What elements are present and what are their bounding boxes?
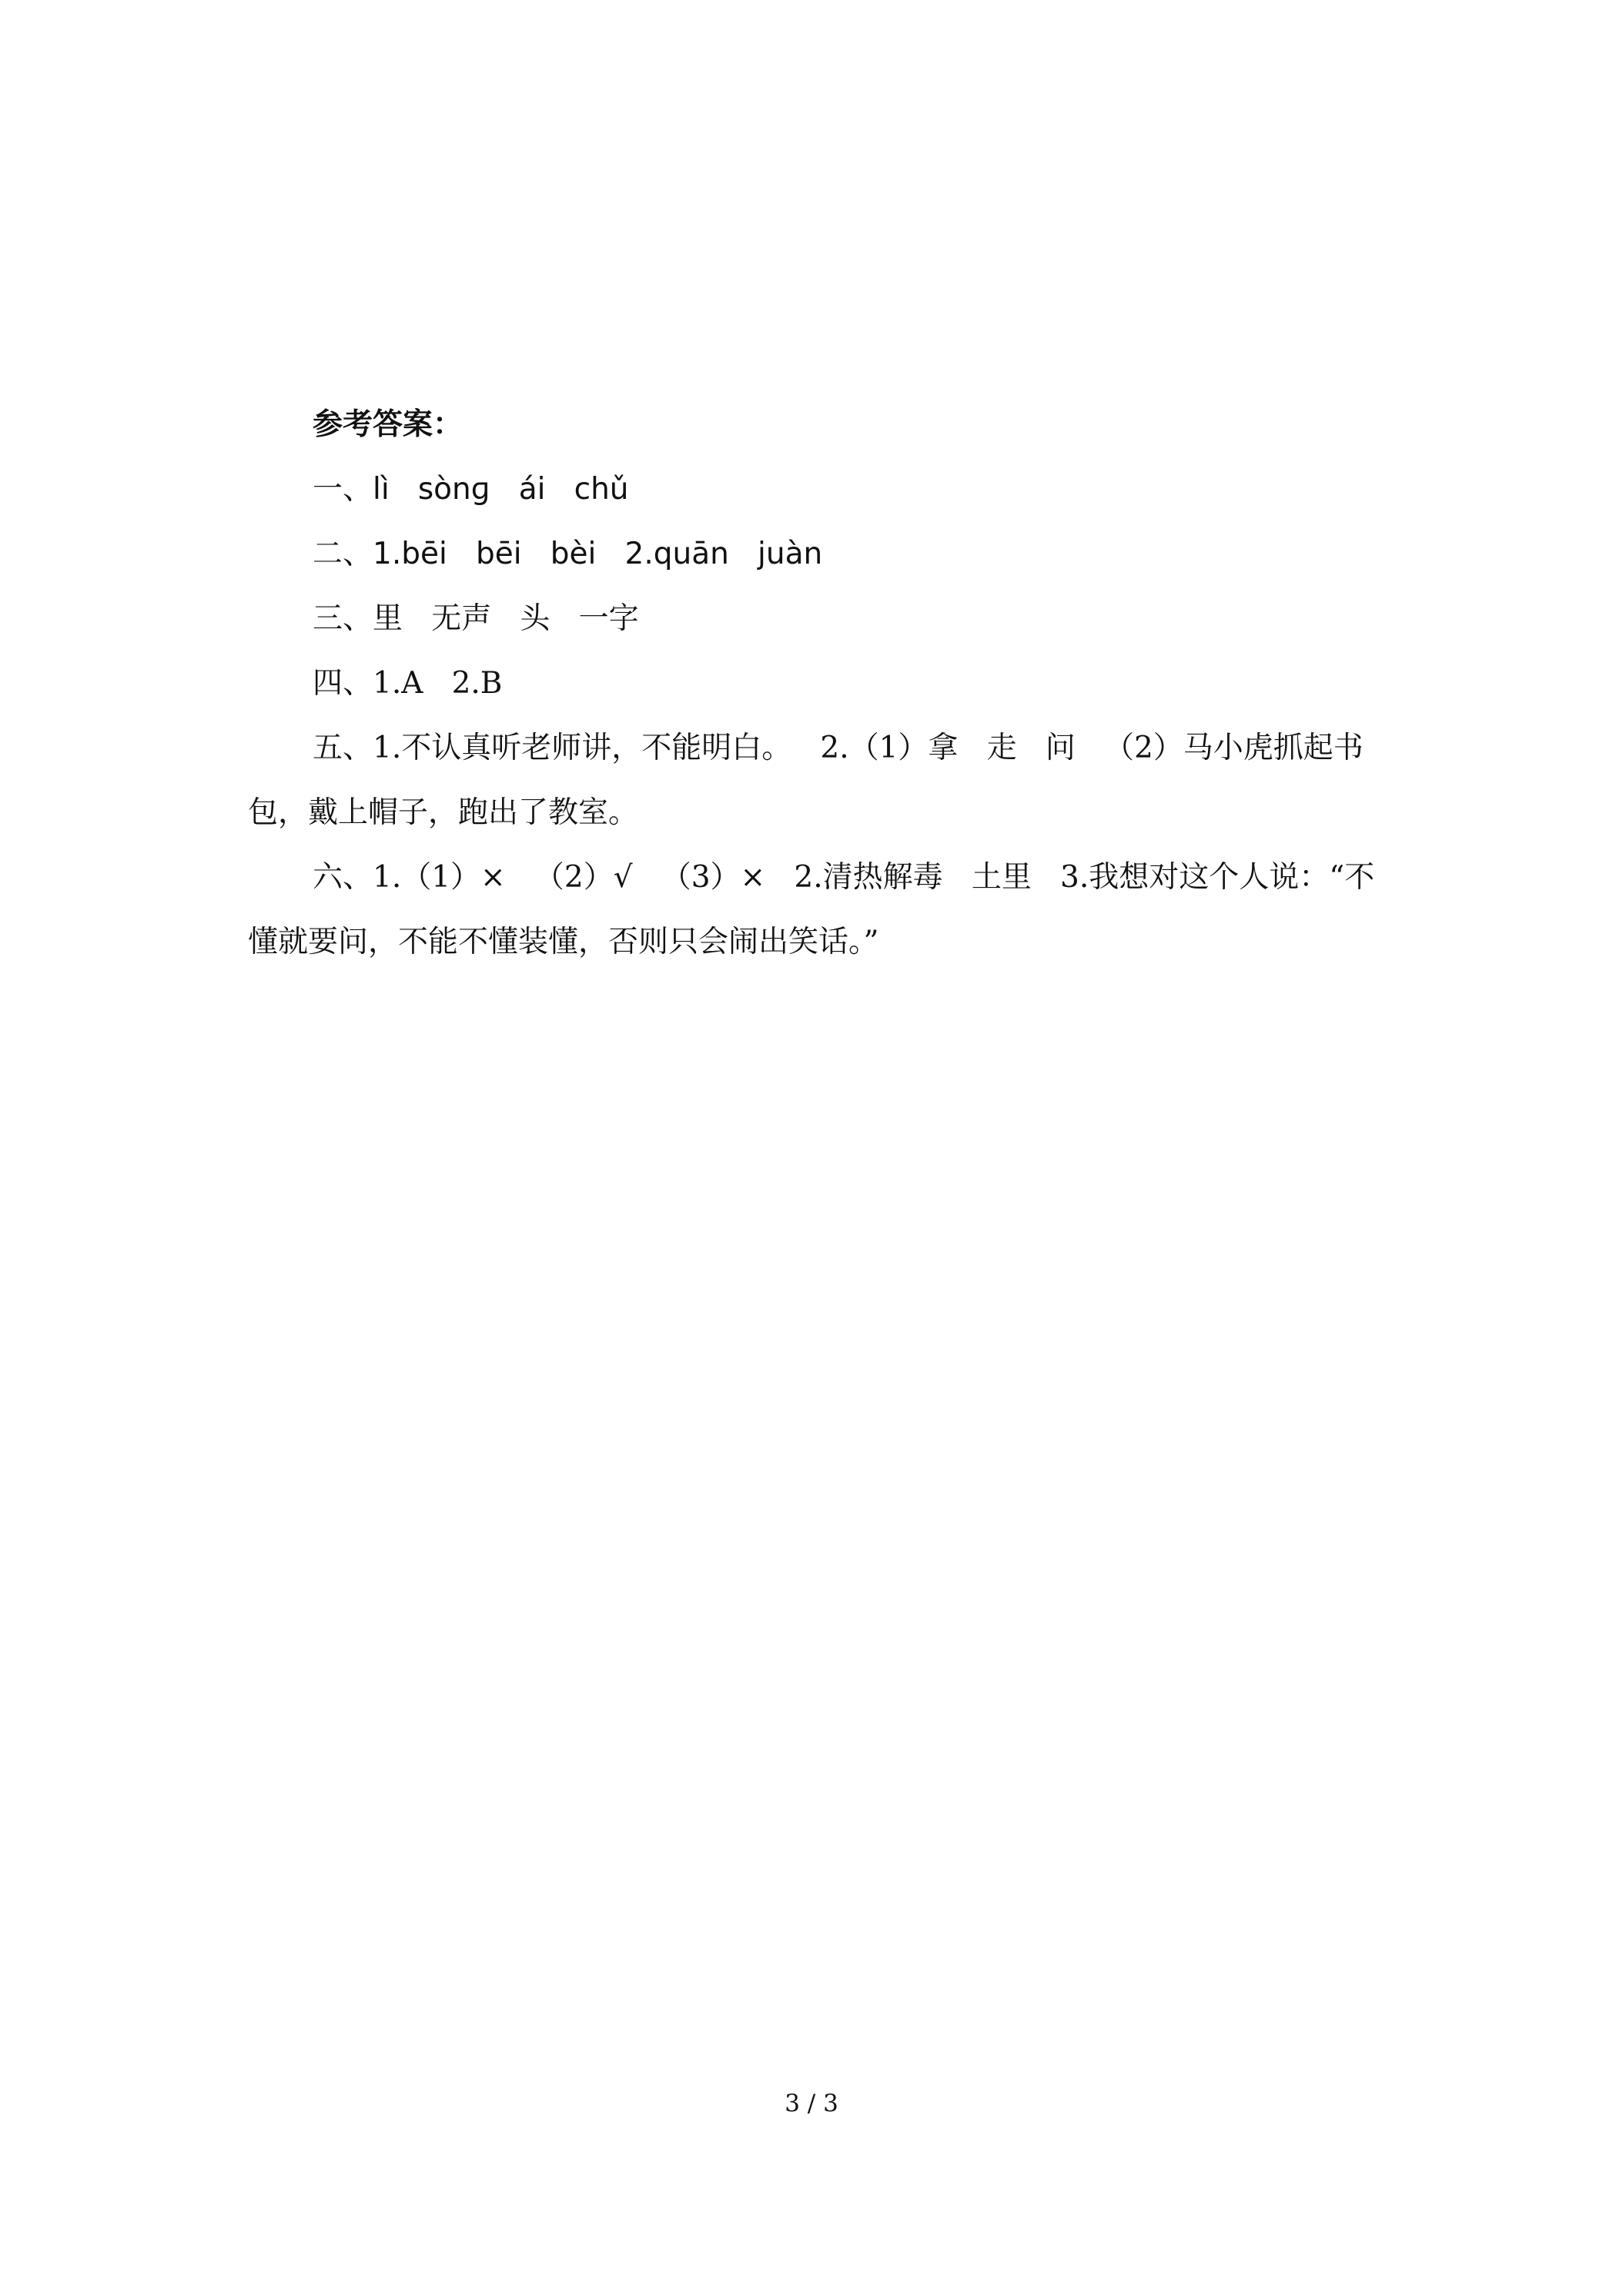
answer-key (248, 393, 1380, 975)
answer-section-4: 四、1.A 2.B (313, 666, 503, 701)
answer-section-1: 一、lì sònɡ ái chǔ (313, 472, 629, 507)
answer-section-6: 六、1.（1）× （2）√ （3）× 2.清热解毒 土里 3.我想对这个人说：“不懂就要问，不能不懂装懂，否则只会闹出笑话。” (248, 860, 1375, 959)
answer-section-5: 五、1.不认真听老师讲，不能明白。 2.（1）拿 走 问 （2）马小虎抓起书包，戴上帽子，跑出了教室。 (248, 731, 1364, 830)
answer-section-2: 二、1.bēi bēi bèi 2.quān juàn (313, 537, 823, 571)
answer-section-3: 三、里 无声 头 一字 (313, 601, 639, 636)
answer-key-heading: 参考答案： (313, 407, 463, 442)
page-number: 3 / 3 (785, 2090, 838, 2117)
